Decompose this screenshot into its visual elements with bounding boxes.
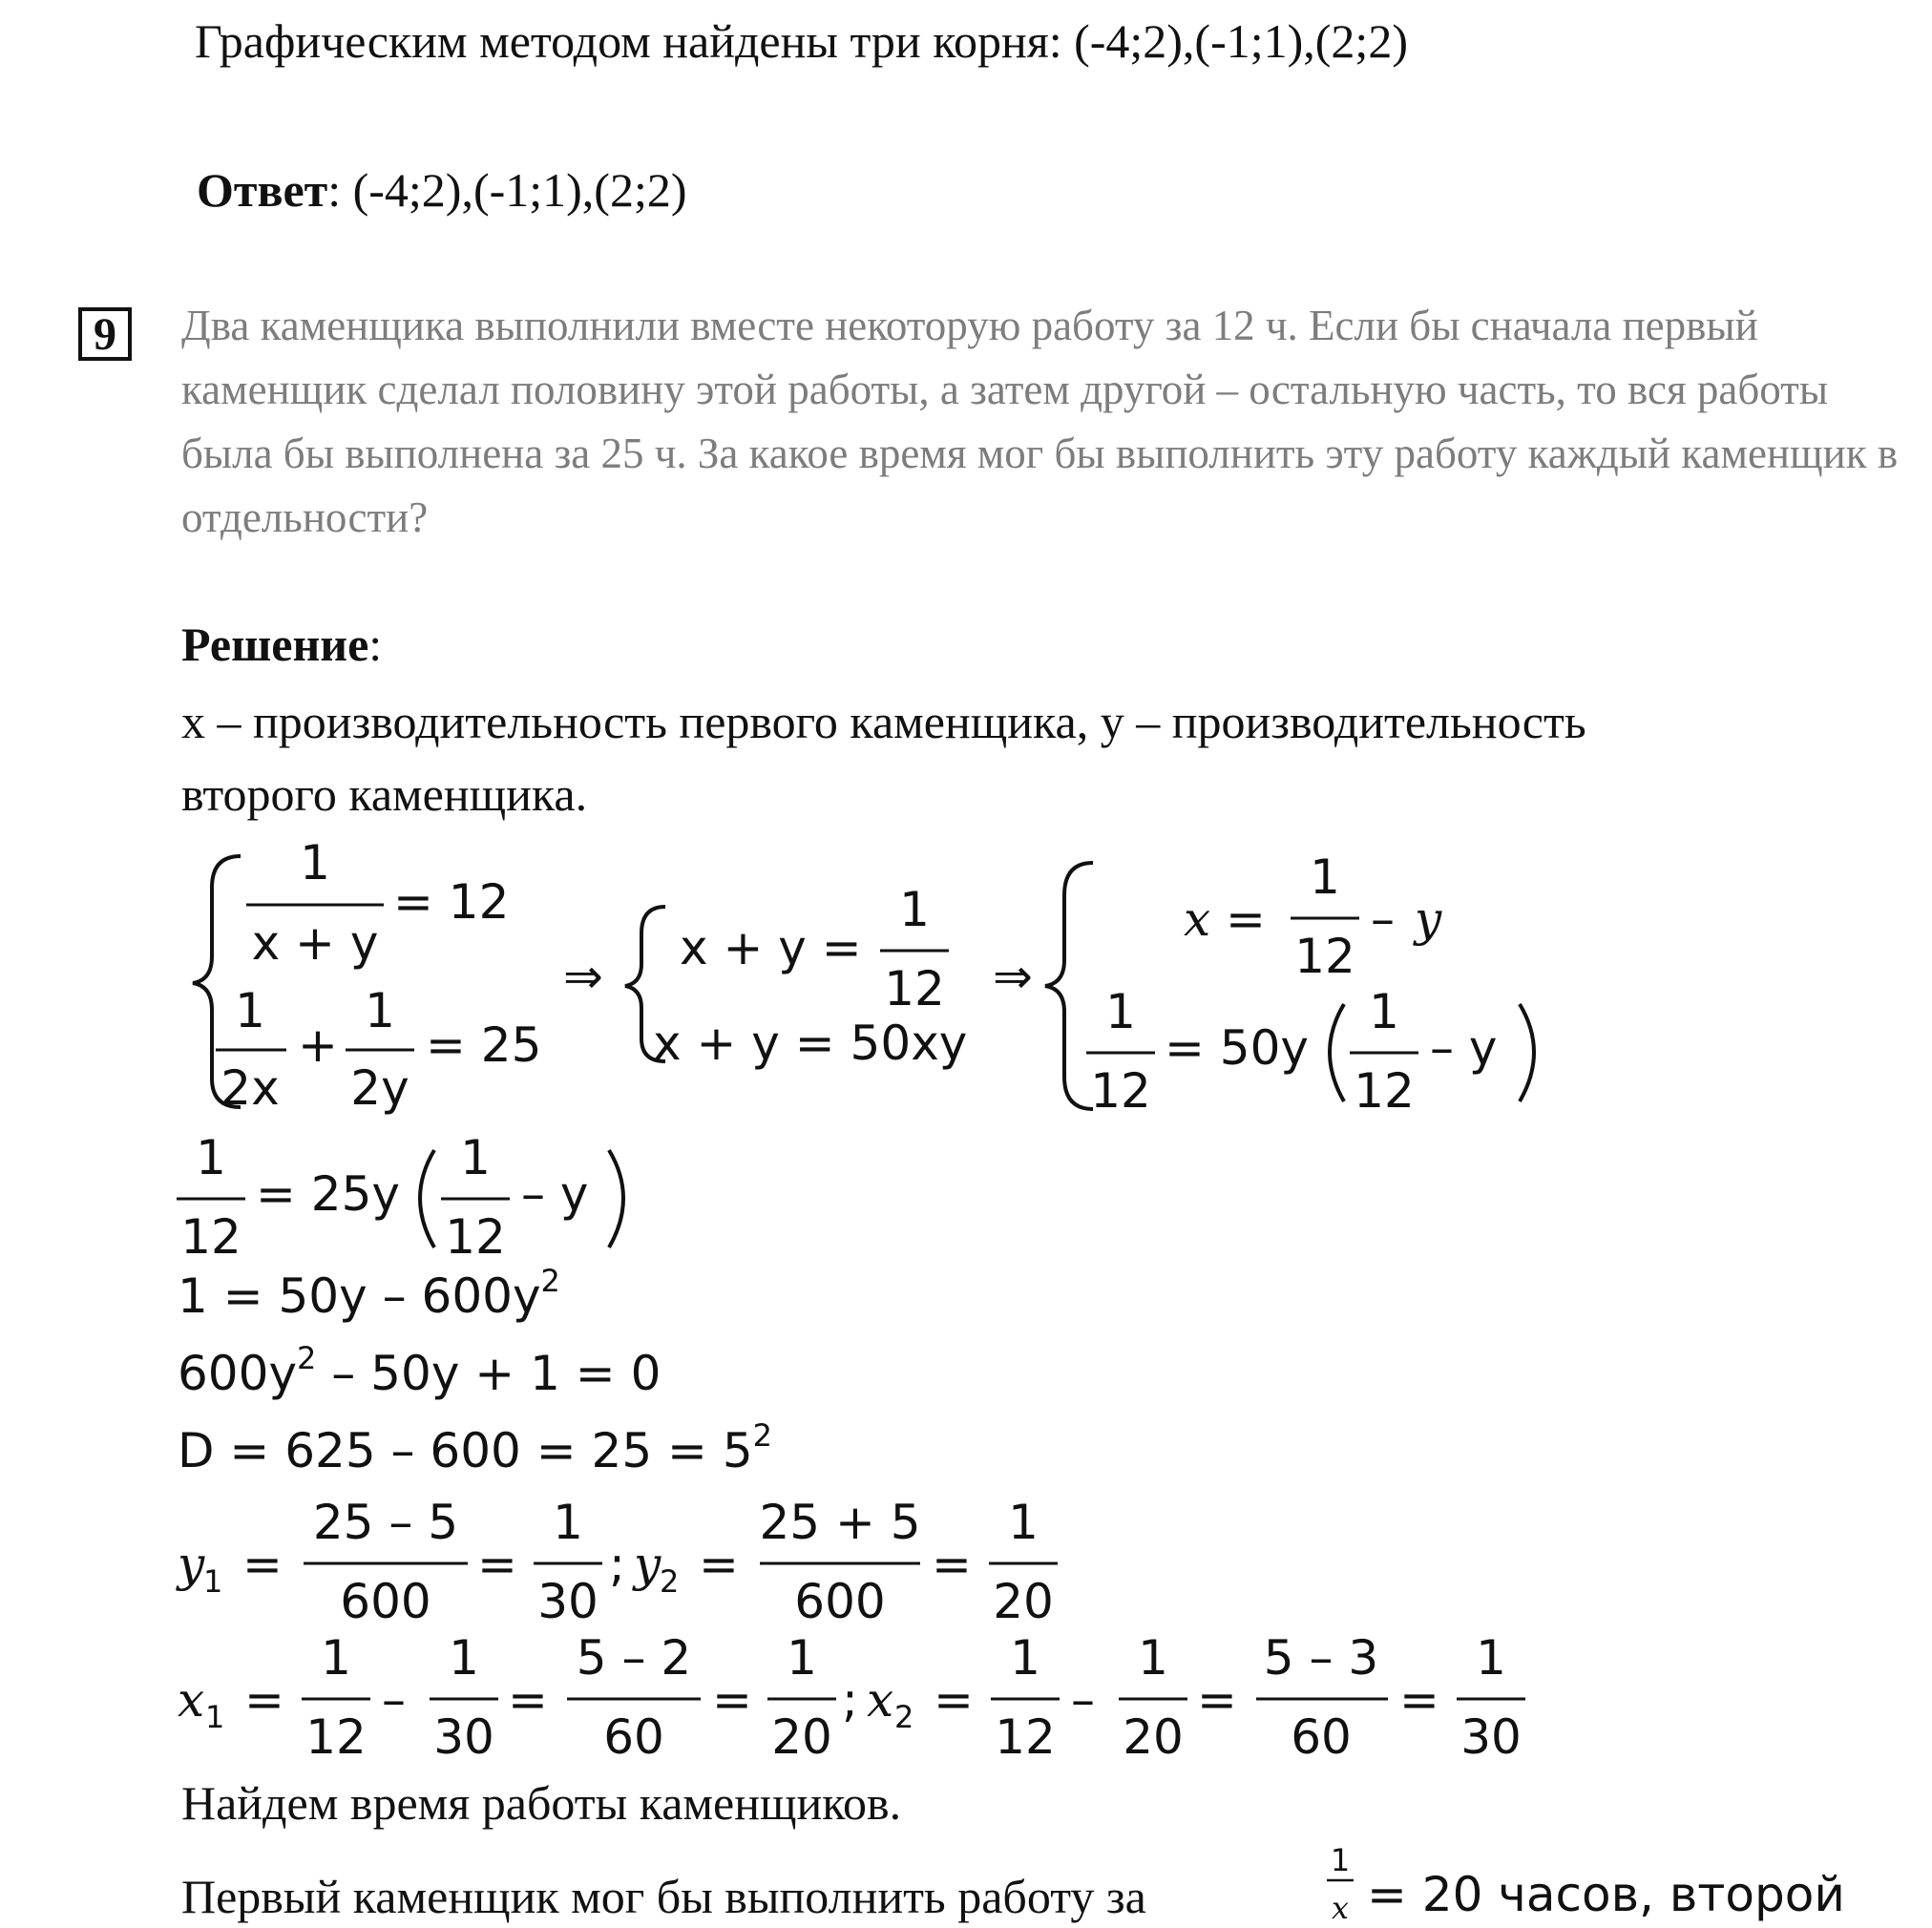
answer-label: Ответ bbox=[197, 163, 328, 217]
svg-text:1: 1 bbox=[1310, 849, 1340, 905]
svg-text:=: = bbox=[242, 1537, 283, 1592]
svg-text:1: 1 bbox=[235, 983, 265, 1038]
svg-text:12: 12 bbox=[445, 1209, 506, 1265]
svg-text:=: = bbox=[1197, 1672, 1237, 1728]
svg-text:=: = bbox=[477, 1537, 517, 1592]
svg-text:+: + bbox=[298, 1017, 338, 1073]
svg-text:= 25: = 25 bbox=[426, 1017, 542, 1073]
svg-text:1: 1 bbox=[1008, 1495, 1039, 1550]
svg-text:y: y bbox=[634, 1537, 662, 1592]
svg-text:1: 1 bbox=[899, 882, 930, 937]
svg-text:5 – 3: 5 – 3 bbox=[1263, 1630, 1379, 1686]
top-line: Графическим методом найдены три корня: (-4;2),(-1;1),(2;2) bbox=[195, 14, 1408, 68]
task-number: 9 bbox=[78, 307, 132, 361]
svg-text:25 + 5: 25 + 5 bbox=[759, 1495, 921, 1550]
last-line-start: Первый каменщик мог бы выполнить работу за bbox=[181, 1870, 1146, 1923]
svg-text:2x: 2x bbox=[220, 1060, 280, 1116]
svg-text:20: 20 bbox=[993, 1574, 1054, 1629]
svg-text:1: 1 bbox=[300, 835, 330, 891]
svg-text:x + y: x + y bbox=[251, 915, 379, 971]
intro-line-1: x – производительность первого каменщика, y – производительность bbox=[181, 695, 1586, 748]
svg-text:2: 2 bbox=[894, 1699, 914, 1735]
svg-text:1: 1 bbox=[205, 1699, 225, 1735]
svg-text:= 50y: = 50y bbox=[1165, 1020, 1310, 1076]
svg-text:12: 12 bbox=[1294, 929, 1355, 984]
svg-text:1: 1 bbox=[553, 1495, 583, 1550]
svg-text:600: 600 bbox=[794, 1574, 886, 1629]
solution-label: Решение bbox=[181, 618, 369, 671]
system-1 bbox=[193, 835, 541, 1116]
svg-text:–: – bbox=[1071, 1672, 1095, 1728]
svg-text:= 12: = 12 bbox=[393, 874, 510, 930]
svg-text:25 – 5: 25 – 5 bbox=[312, 1495, 459, 1550]
system-3 bbox=[1045, 849, 1534, 1119]
arrow-1: ⇒ bbox=[563, 949, 603, 1004]
svg-text:x: x bbox=[1184, 891, 1211, 947]
svg-text:1: 1 bbox=[1369, 984, 1399, 1039]
system-2 bbox=[625, 882, 967, 1071]
svg-text:y: y bbox=[178, 1537, 205, 1592]
svg-text:=: = bbox=[1399, 1672, 1439, 1728]
svg-text:1: 1 bbox=[1138, 1630, 1168, 1686]
svg-text:30: 30 bbox=[537, 1574, 598, 1629]
svg-text:60: 60 bbox=[1291, 1709, 1352, 1765]
svg-text:– y: – y bbox=[521, 1166, 589, 1222]
svg-text:=: = bbox=[508, 1672, 548, 1728]
svg-text:12: 12 bbox=[884, 961, 945, 1016]
svg-text:;: ; bbox=[609, 1537, 625, 1592]
svg-text:1: 1 bbox=[1010, 1630, 1040, 1686]
svg-text:600: 600 bbox=[340, 1574, 431, 1629]
svg-text:=: = bbox=[712, 1672, 752, 1728]
svg-text:2: 2 bbox=[660, 1563, 680, 1600]
svg-text:x: x bbox=[867, 1672, 894, 1728]
svg-text:30: 30 bbox=[1460, 1709, 1522, 1765]
svg-text:–: – bbox=[382, 1672, 406, 1728]
solution-heading: Решение: bbox=[181, 618, 383, 671]
svg-text:=: = bbox=[934, 1672, 974, 1728]
svg-text:– y: – y bbox=[1430, 1020, 1498, 1076]
svg-text:2y: 2y bbox=[350, 1060, 410, 1116]
find-time-line: Найдем время работы каменщиков. bbox=[181, 1776, 902, 1830]
x-roots bbox=[178, 1630, 1525, 1765]
svg-text:x: x bbox=[1331, 1890, 1350, 1926]
answer-value: : (-4;2),(-1;1),(2;2) bbox=[327, 163, 687, 217]
svg-text:=: = bbox=[699, 1537, 739, 1592]
svg-text:1: 1 bbox=[1476, 1630, 1506, 1686]
svg-text:1: 1 bbox=[1330, 1842, 1351, 1878]
svg-text:=: = bbox=[932, 1537, 972, 1592]
svg-text:x + y =: x + y = bbox=[680, 920, 862, 975]
svg-text:5 – 2: 5 – 2 bbox=[576, 1630, 692, 1686]
svg-text:12: 12 bbox=[180, 1209, 242, 1265]
svg-text:1: 1 bbox=[321, 1630, 351, 1686]
svg-text:1: 1 bbox=[365, 983, 395, 1038]
svg-text:1: 1 bbox=[1105, 984, 1136, 1039]
equation-1 bbox=[177, 1130, 623, 1265]
equation-2: $1 = 50y - 600y^2$ bbox=[178, 1263, 560, 1324]
svg-text:30: 30 bbox=[433, 1709, 494, 1765]
equation-3: $600y^2 - 50y + 1 = 0$ bbox=[178, 1340, 662, 1401]
svg-text:12: 12 bbox=[995, 1709, 1056, 1765]
svg-text:60: 60 bbox=[603, 1709, 664, 1765]
svg-text:1: 1 bbox=[787, 1630, 817, 1686]
svg-text:=: = bbox=[1226, 891, 1266, 947]
svg-text:1: 1 bbox=[449, 1630, 479, 1686]
svg-text:=: = bbox=[244, 1672, 284, 1728]
svg-text:= 25y: = 25y bbox=[256, 1166, 401, 1222]
svg-text:–: – bbox=[1371, 891, 1395, 947]
task-text: Два каменщика выполнили вместе некоторую работу за 12 ч. Если бы сначала первый каменщик сделал половину этой работы, а затем другой – остальную часть, то вся работы была бы выполнена за 25 ч. За какое время мог бы выполнить эту работу каждый каменщик в отдельности? bbox=[181, 302, 1899, 541]
svg-text:20: 20 bbox=[1123, 1709, 1184, 1765]
svg-text:1: 1 bbox=[203, 1563, 223, 1600]
discriminant: $D = 625 - 600 = 25 = 5^2$ bbox=[178, 1417, 773, 1478]
svg-text:x: x bbox=[178, 1672, 205, 1728]
svg-text:12: 12 bbox=[1090, 1063, 1151, 1119]
svg-text:x + y = 50xy: x + y = 50xy bbox=[653, 1016, 968, 1071]
fraction-1-over-x bbox=[1327, 1842, 1354, 1926]
svg-text:;: ; bbox=[842, 1672, 858, 1728]
last-line-end: = 20 часов, второй bbox=[1367, 1867, 1845, 1922]
svg-text:1: 1 bbox=[460, 1130, 491, 1185]
intro-line-2: второго каменщика. bbox=[181, 767, 588, 821]
svg-text:12: 12 bbox=[1354, 1063, 1415, 1119]
y-roots bbox=[176, 1495, 1058, 1629]
svg-text:y: y bbox=[1415, 891, 1442, 947]
svg-text:12: 12 bbox=[305, 1709, 367, 1765]
svg-text:1: 1 bbox=[196, 1130, 226, 1185]
arrow-2: ⇒ bbox=[993, 949, 1033, 1004]
svg-text:20: 20 bbox=[771, 1709, 832, 1765]
